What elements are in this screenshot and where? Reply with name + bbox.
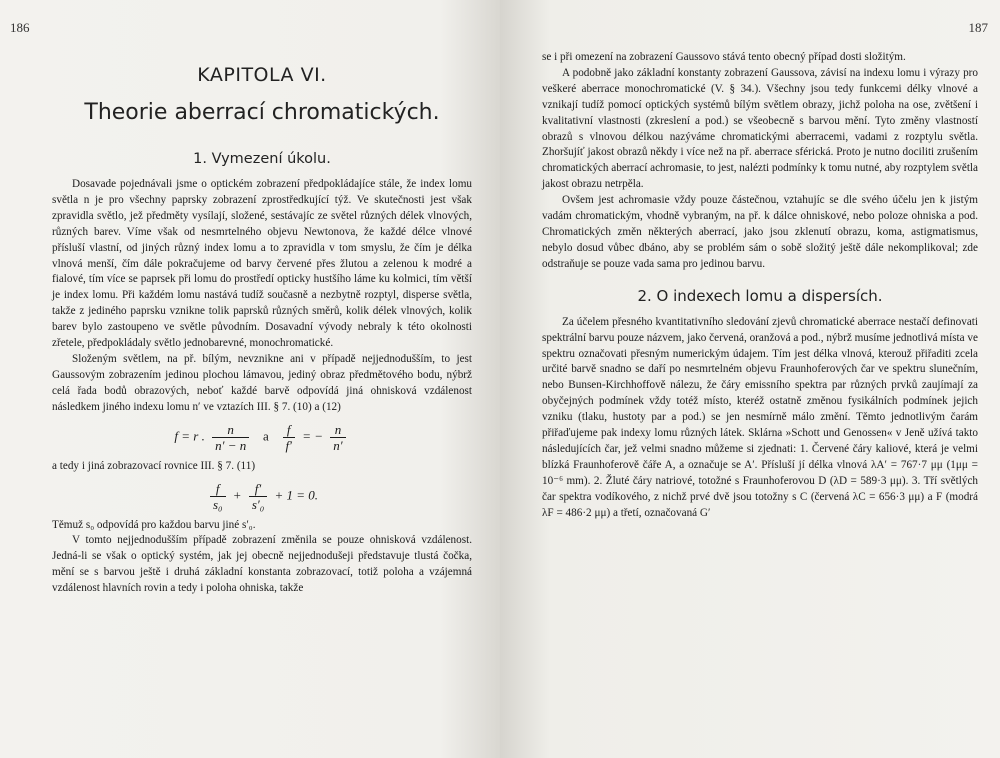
fraction [330,422,345,453]
paragraph: Dosavade pojednávali jsme o optickém zobrazení předpokládajíce stále, že index lomu světla n je pro všechny paprsky zobrazení zprostředkující týž. Ve skutečnosti jest však zpravidla světlo, jež předměty vysílají, složené, sestávajíc ze světel různých délek vlnových, různých barev. Víme však od nesmrtelného objevu Newtonova, že každé délce vlnové přísluší vlastní, od jiných různý index lomu a to zpravidla v tom smyslu, že čím je délka vlnová menší, čím dále pokračujeme od barvy červené přes žlutou a zelenou k modré a fialové, tím více se paprsek při lomu do prostředí opticky hustšího láme ku kolmici, tím větší je index lomu. Při každém lomu nastává tudíž současně a nezbytně rozptyl, disperse světla, takže z jediného paprsku vznikne tolik paprsků různých směrů, kolik délek vlnových, kolik barev bylo zastoupeno ve světle původním. Dosavadní vývody nebraly k této okolnosti zřetele, předpokládaly světlo jednobarevné, monochromatické. [52,178,472,350]
formula-symbol: = r . [181,428,205,444]
paragraph: a tedy i jiná zobrazovací rovnice III. § 7. (11) [52,459,256,472]
denominator: s′₀ [251,496,265,512]
formula-symbol: + 1 = 0. [274,486,319,502]
denominator: f′ [285,437,292,453]
formula-symbol: = − [302,428,324,444]
chapter-heading: KAPITOLA VI. [197,64,327,86]
denominator: n′ [333,437,343,453]
paragraph: V tomto nejjednodušším případě zobrazení změnila se pouze ohnisková vzdálenost. Jedná-li se však o optický systém, jak jej obecně nejjednodušeji představuje tlustá čočka, mění se s barvou ještě i druhá základní konstanta zobrazovací, totiž poloha a vzájemná vzdálenost hlavních rovin a tedy i poloha ohniska, takže [52,534,472,595]
formula-imaging-equation [52,481,472,512]
denominator: s₀ [212,496,223,512]
page-number-left: 186 [10,20,30,35]
chapter-title: Theorie aberrací chromatických. [84,100,440,125]
fraction [212,422,249,453]
section-heading-1: 1. Vymezení úkolu. [193,151,331,167]
right-page [500,0,1000,758]
fraction [283,422,295,453]
paragraph: A podobně jako základní konstanty zobrazení Gaussova, závisí na indexu lomu i výrazy pro veškeré aberrace monochromatické (V. § 34.). Všechny jsou tedy funkcemi délky vlnové a vznikají tudíž pomocí optických systémů bílým světlem obrazy, jichž poloha na ose, zvětšení i kvalitativní vlastnosti (zkreslení a pod.) se všeobecně s barvou mění. Tyto změny vlastností obrazů s vlnovou délkou nazýváme chromatickými aberracemi, vadami z rozptylu světla. Zhoršujíť jakost obrazů někdy i více než na př. aberrace sférická. Proto je nutno dociliti zrušením chromatických aberrací achromasie, to jest, nalézti podmínky k tomu nutné, aby rozptylem světla jakost obrazu netrpěla. [542,66,978,191]
paragraph: se i při omezení na zobrazení Gaussovo stává tento obecný případ dosti složitým. [542,51,906,63]
paragraph: Těmuž s₀ odpovídá pro každou barvu jiné s′₀. [52,518,256,531]
fraction [249,481,267,512]
denominator: n′ − n [215,437,247,453]
formula-word: a [262,428,269,444]
fraction [210,481,226,512]
formula-focal-length [52,422,472,453]
paragraph: Za účelem přesného kvantitativního sledování zjevů chromatické aberrace nestačí definovati spektrální barvu pouze názvem, jako červená, oranžová a pod., nýbrž musíme jednotlivá místa ve spektru označovati přesným numerickým údajem. Tím jest délka vlnová, kterouž přiřaditi zcela určité barvě snadno se daří po nesmrtelném objevu Fraunhoferových čar ve spektru slunečním, nebo Bunsen-Kirchhoffově nálezu, že čáry emissního spektra par různých prvků zaujímají za obyčejných podmínek vždy totéž místo, kteréž ostatně změnou fysikálních podmínek jejich vzniku (tlaku, hustoty par a pod.) se jen nesmírně málo změní. Těmto jednotlivým čarám přiřaďujeme pak indexy lomu různých látek. Sklárna »Schott und Genossen« v Jeně užívá takto následujících čar, jež velmi snadno můžeme si zjednati: 1. Červené čáry kaliové, která je velmi blízká Fraunhoferově čáře A, a označuje se A′. Přísluší jí délka vlnová λA′ = 767·7 μμ (1μμ = 10⁻⁶ mm). 2. Žluté čáry natriové, totožné s Fraunhoferovou D (λD = 589·3 μμ). 3. Tří světlých čar spektra vodíkového, z nichž prvé dvě jsou totožny s C (červená λC = 656·3 μμ) a F (modrá λF = 486·2 μμ) a třetí, označovaná G′ [542,315,978,519]
formula-symbol: + [232,486,242,502]
page-number-right: 187 [968,20,988,35]
numerator: f [283,422,295,438]
section-heading-2: 2. O indexech lomu a dispersích. [637,286,883,305]
numerator: f′ [249,481,267,497]
numerator: f [210,481,226,497]
paragraph: Ovšem jest achromasie vždy pouze částečnou, vztahujíc se dle svého účelu jen k jistým vadám chromatickým, vhodně vybraným, na př. k dálce ohniskové, nebo poloze ohniska a pod. Chromatických změn některých aberrací, jako jsou zklenutí obrazu, koma, astigmatismus, nebylo dosud vůbec dbáno, aby se problém sám o sobě složitý ještě dále nekomplikoval; zde odstraňuje se pouze vada sama pro jedinou barvu. [542,194,978,270]
numerator: n [330,422,345,438]
numerator: n [212,422,249,438]
formula-symbol: f [174,428,178,444]
paragraph: Složeným světlem, na př. bílým, nevznikne ani v případě nejjednodušším, to jest Gaussovým zobrazením jedinou plochou lámavou, jediný obraz předmětového bodu, nýbrž celá řada bodů obrazových, neboť každé barvě odpovídá jiná ohnisková vzdálenost následkem jiného indexu lomu n′ ve vztazích III. § 7. (10) a (12) [52,352,472,413]
